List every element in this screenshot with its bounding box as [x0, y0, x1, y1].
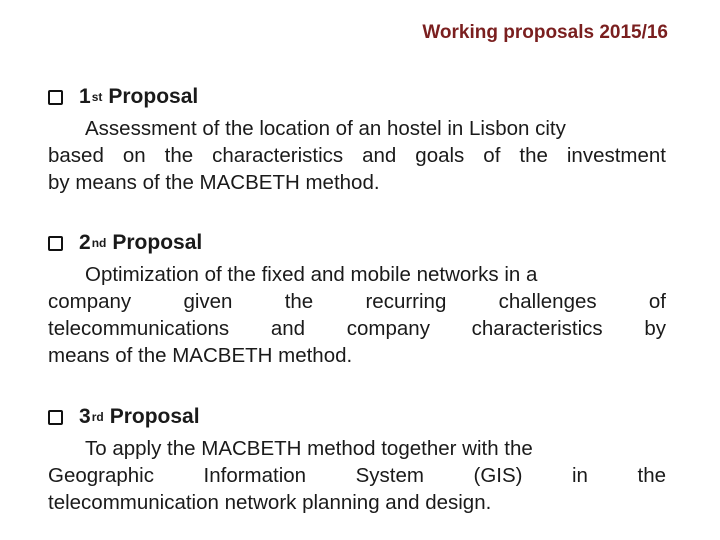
checkbox-bullet-icon: [48, 90, 63, 105]
description-line: based on the characteristics and goals of the investment: [48, 144, 666, 167]
description-line: To apply the MACBETH method together with the: [85, 437, 533, 460]
proposal-1: [48, 84, 666, 196]
proposal-heading: [48, 404, 666, 430]
proposal-number: 2: [79, 231, 91, 254]
proposal-label: Proposal: [112, 231, 203, 254]
proposal-number: 3: [79, 405, 91, 428]
proposal-label: Proposal: [109, 405, 200, 428]
proposal-description: [48, 115, 666, 196]
description-line: means of the MACBETH method.: [48, 344, 353, 367]
proposal-number: 1: [79, 85, 91, 108]
proposal-heading: [48, 84, 666, 110]
proposal-description: [48, 261, 666, 369]
description-line: Assessment of the location of an hostel in Lisbon city: [85, 117, 566, 140]
description-line: telecommunications and company characteristics by: [48, 317, 666, 340]
page-title: Working proposals 2015/16: [422, 22, 668, 43]
description-line: telecommunication network planning and design.: [48, 491, 492, 514]
description-line: by means of the MACBETH method.: [48, 171, 380, 194]
proposal-label: Proposal: [108, 85, 199, 108]
proposal-2: [48, 230, 666, 369]
description-line: Geographic Information System (GIS) in the: [48, 464, 666, 487]
proposal-ordinal-suffix: st: [91, 90, 103, 104]
proposal-heading: [48, 230, 666, 256]
proposal-ordinal-suffix: rd: [91, 410, 104, 424]
description-line: Optimization of the fixed and mobile networks in a: [85, 263, 538, 286]
proposal-description: [48, 435, 666, 516]
checkbox-bullet-icon: [48, 236, 63, 251]
proposal-ordinal-suffix: nd: [91, 236, 107, 250]
description-line: company given the recurring challenges of: [48, 290, 666, 313]
checkbox-bullet-icon: [48, 410, 63, 425]
proposal-3: [48, 404, 666, 516]
